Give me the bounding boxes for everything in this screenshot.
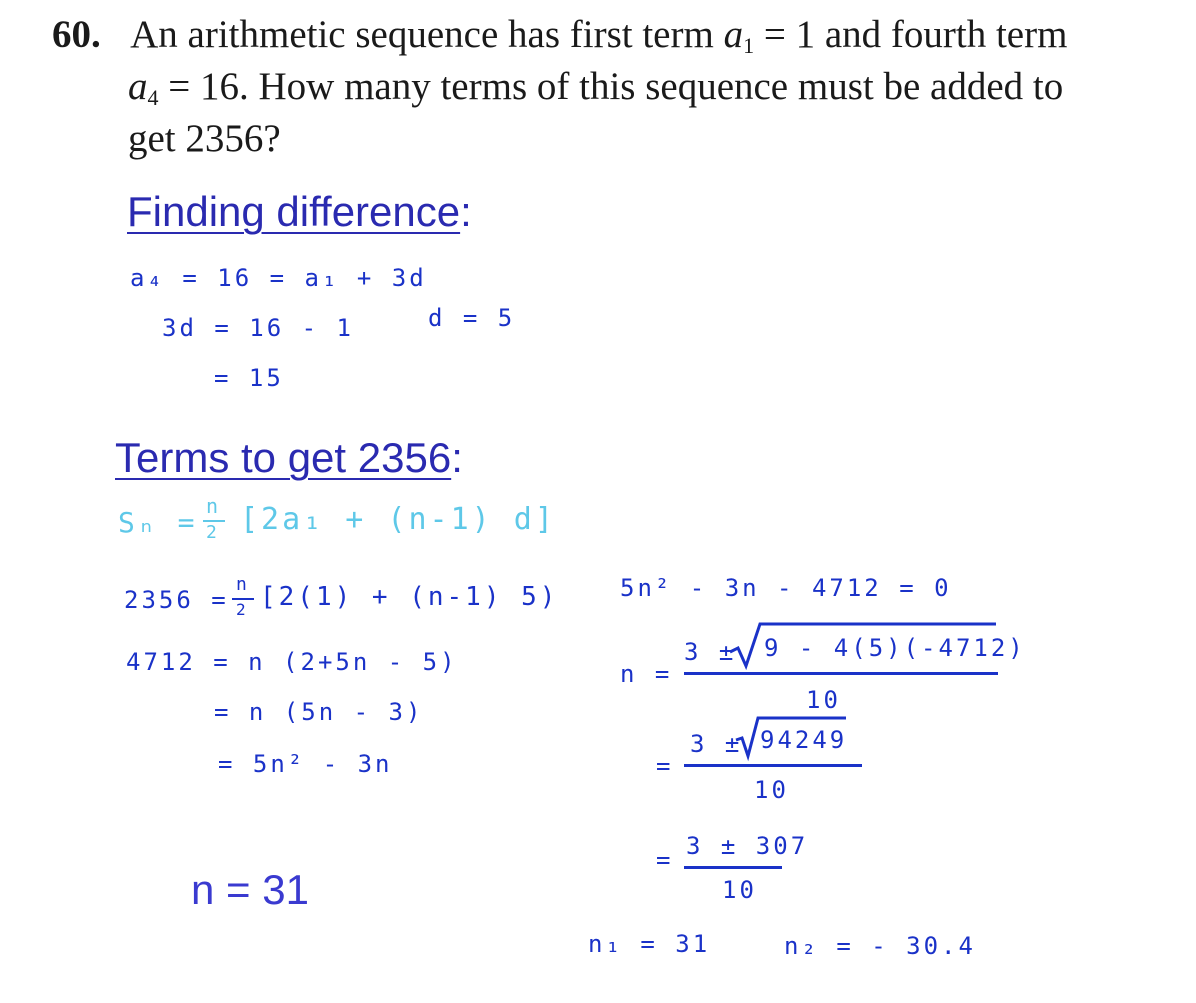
n-equals-label: n = — [620, 660, 673, 688]
problem-text-3: get 2356? — [128, 117, 281, 160]
step1-fraction-bar — [684, 672, 998, 675]
heading-text: Terms to get 2356 — [115, 434, 452, 481]
problem-line-3 — [128, 116, 281, 161]
a4-subscript: 4 — [147, 85, 159, 110]
sum-formula-frac-num: n — [206, 494, 222, 518]
root-2: n₂ = - 30.4 — [784, 932, 976, 960]
work-line-3: = 15 — [214, 364, 284, 392]
heading-text: Finding difference — [127, 188, 461, 235]
a1-subscript: 1 — [743, 33, 755, 58]
root-1: n₁ = 31 — [588, 930, 711, 958]
problem-number: 60. — [52, 13, 101, 56]
sum-formula-frac-den: 2 — [206, 522, 220, 543]
step1-num-prefix: 3 ± — [684, 638, 737, 666]
d-result: d = 5 — [428, 304, 516, 332]
eq-factored-line: = n (5n - 3) — [214, 698, 424, 726]
step2-denominator: 10 — [754, 776, 789, 804]
heading-colon: : — [451, 434, 463, 481]
heading-finding-difference — [127, 188, 472, 236]
a1-equation: = 1 and fourth term — [763, 13, 1068, 56]
heading-colon: : — [460, 188, 472, 235]
step2-radicand: 94249 — [760, 726, 848, 754]
a4-variable: a — [128, 65, 148, 108]
eq-expanded-line: = 5n² - 3n — [218, 750, 393, 778]
work-line-2: 3d = 16 - 1 — [162, 314, 354, 342]
work-line-1: a₄ = 16 = a₁ + 3d — [130, 264, 427, 292]
problem-text-1: An arithmetic sequence has first term — [130, 13, 714, 56]
final-answer: n = 31 — [191, 866, 309, 913]
a1-variable: a — [723, 13, 744, 56]
step1-radicand: 9 - 4(5)(-4712) — [764, 634, 1026, 662]
step3-denominator: 10 — [722, 876, 757, 904]
step2-equals: = — [656, 752, 674, 780]
sum-formula-rhs: [2a₁ + (n-1) d] — [240, 502, 556, 537]
step3-fraction-bar — [684, 866, 782, 869]
eq-2356-lhs: 2356 = — [124, 586, 229, 614]
sum-formula-lhs: Sₙ = — [118, 506, 198, 539]
eq-4712-line: 4712 = n (2+5n - 5) — [126, 648, 458, 676]
problem-line-1 — [52, 12, 1067, 59]
heading-terms — [115, 434, 463, 482]
step3-equals: = — [656, 846, 674, 874]
step2-num-prefix: 3 ± — [690, 730, 743, 758]
step3-numerator: 3 ± 307 — [686, 832, 809, 860]
step1-denominator: 10 — [806, 686, 841, 714]
step2-fraction-bar — [684, 764, 862, 767]
problem-text-2: = 16. How many terms of this sequence must be added to — [168, 65, 1064, 108]
problem-line-2 — [128, 64, 1063, 111]
quadratic-equation: 5n² - 3n - 4712 = 0 — [620, 574, 952, 602]
eq-2356-frac-num: n — [236, 574, 250, 595]
eq-2356-frac-den: 2 — [236, 600, 249, 619]
eq-2356-rhs: [2(1) + (n-1) 5) — [260, 582, 559, 612]
